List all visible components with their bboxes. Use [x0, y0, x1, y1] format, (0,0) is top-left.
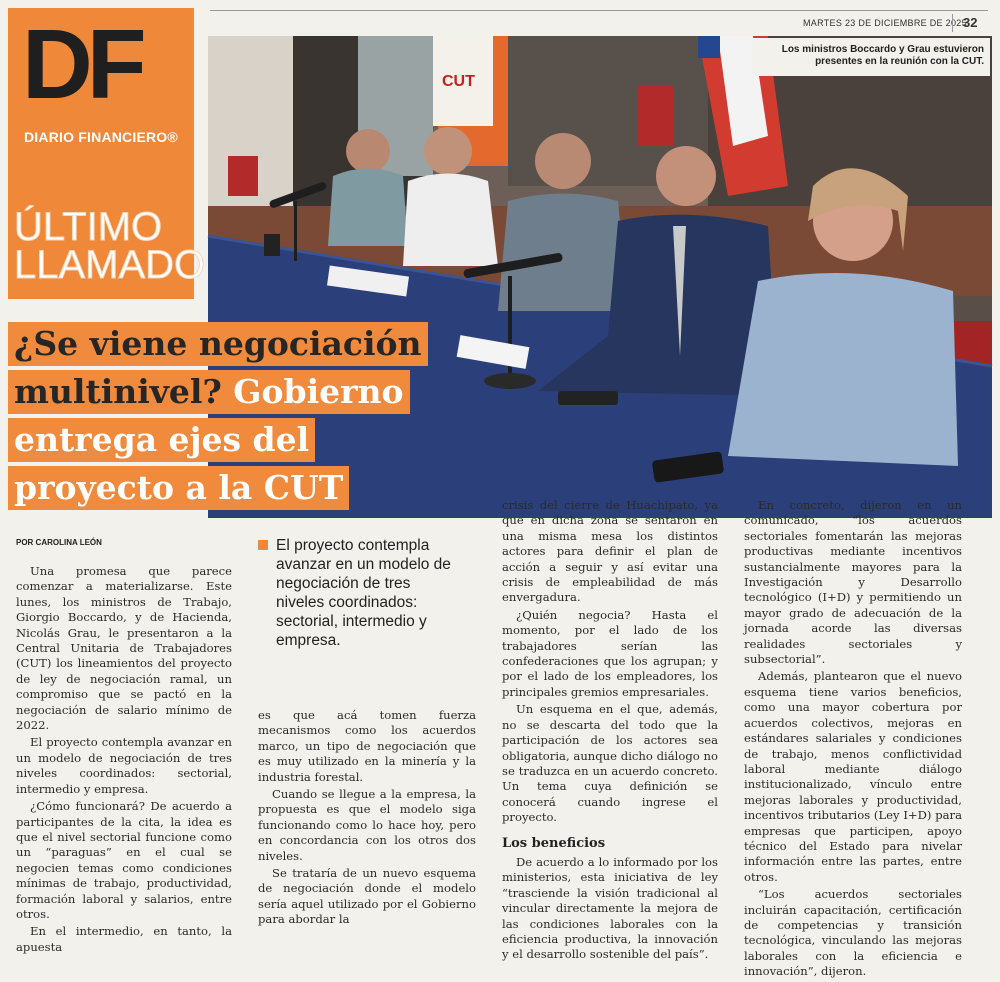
- cut-banner-text: CUT: [442, 73, 475, 90]
- pull-quote: [258, 536, 458, 650]
- issue-date: MARTES 23 DE DICIEMBRE DE 2025: [803, 18, 967, 28]
- paragraph: Además, plantearon que el nuevo esquema tiene varios beneficios, como una mayor cobertura por acuerdos colectivos, mejoras en estándares salariales y condiciones de trabajo, menos conflictividad laboral mediante diálogo institucionalizado, vínculo entre mejoras laborales y productividad, incentivos tributarios (Ley I+D) para empresas que participen, apoyo técnico del Estado para nivelar información entre las partes, entre otros.: [744, 669, 962, 884]
- photo-caption: [752, 38, 990, 76]
- byline: POR CAROLINA LEÓN: [16, 538, 102, 547]
- logo-initials: DF: [22, 9, 141, 119]
- paragraph: Un esquema en el que, además, no se descarta del todo que la participación de los actores sea obligatoria, aunque dicho diálogo no se traduzca en un acuerdo concreto. Un tema cuya definición se conocerá cuando ingrese el proyecto.: [502, 702, 718, 825]
- headline-line3: entrega ejes del: [8, 418, 315, 462]
- article-column-1: [16, 564, 232, 957]
- paragraph: El proyecto contempla avanzar en un modelo de negociación de tres niveles coordinados: sectorial, intermedio y empresa.: [16, 735, 232, 796]
- article-column-3: [502, 498, 718, 965]
- df-logo: [8, 8, 206, 299]
- pull-quote-text: El proyecto contempla avanzar en un modelo de negociación de tres niveles coordinados: sectorial, intermedio y empresa.: [276, 537, 451, 649]
- photo-caption-line1: Los ministros Boccardo y Grau estuvieron: [781, 44, 984, 55]
- headline-line4: proyecto a la CUT: [8, 466, 349, 510]
- section-title: [14, 205, 206, 287]
- paragraph: Se trataría de un nuevo esquema de negociación donde el modelo sería aquel utilizado por el Gobierno para abordar la: [258, 866, 476, 927]
- paragraph: ¿Cómo funcionará? De acuerdo a participantes de la cita, la idea es que el nivel sectorial funcione como un “paraguas” en el cual se negocien temas como condiciones mínimas de trabajo, productividad, formación laboral y salarios, entre otros.: [16, 799, 232, 921]
- headline-line1: ¿Se viene negociación: [8, 322, 428, 366]
- paragraph: En el intermedio, en tanto, la apuesta: [16, 924, 232, 954]
- header-rule: [210, 10, 988, 11]
- paragraph: ¿Quién negocia? Hasta el momento, por el lado de los trabajadores serían las confederaciones que los agrupan; y por el lado de los empleadores, los principales gremios empresariales.: [502, 607, 718, 699]
- photo-caption-line2: presentes en la reunión con la CUT.: [815, 56, 984, 67]
- paragraph: crisis del cierre de Huachipato, ya que en dicha zona se sentaron en una misma mesa los distintos actores para definir el plan de acción a seguir y así evitar una crisis de empleabilidad de más envergadura.: [502, 498, 718, 605]
- section-title-line2: LLAMADO: [14, 243, 206, 287]
- paragraph: Cuando se llegue a la empresa, la propuesta es que el modelo siga funcionando como lo hace hoy, pero en concordancia con los otros dos niveles.: [258, 787, 476, 863]
- paragraph: es que acá tomen fuerza mecanismos como los acuerdos marco, un tipo de negociación que es muy utilizado en la minería y la industria forestal.: [258, 708, 476, 784]
- headline-line2-dark: multinivel?: [14, 372, 222, 411]
- article-column-2: [258, 708, 476, 930]
- paragraph: De acuerdo a lo informado por los ministerios, esta iniciativa de ley “trasciende la visión tradicional al vincular directamente la mejora de las condiciones laborales con la eficiencia productiva, la innovación y el desarrollo sostenible del país”.: [502, 854, 718, 962]
- page-number: 32: [952, 14, 977, 32]
- paragraph: Una promesa que parece comenzar a materializarse. Este lunes, los ministros de Trabajo, Giorgio Boccardo, y de Hacienda, Nicolás Grau, le presentaron a la Central Unitaria de Trabajadores (CUT) los lineamientos del proyecto de ley de negociación ramal, un compromiso que se pactó en la negociación de salario mínimo de 2022.: [16, 564, 232, 733]
- headline: [8, 322, 488, 514]
- paragraph: “Los acuerdos sectoriales incluirán capacitación, certificación de competencias y transición tecnológica, vinculando las mejoras laborales con la eficiencia e innovación”, dijeron.: [744, 887, 962, 979]
- headline-line2-light: Gobierno: [233, 372, 404, 411]
- article-column-4: [744, 498, 962, 982]
- paragraph: En concreto, dijeron en un comunicado, “los acuerdos sectoriales fomentarán las mejoras productivas mediante incentivos sustancialmente mayores para la Investigación y Desarrollo tecnológico (I+D) y permitiendo un mayor grado de adecuación de la jornada acorde las diversas realidades sectoriales y subsectorial”.: [744, 498, 962, 667]
- logo-name: DIARIO FINANCIERO®: [24, 129, 178, 145]
- subheading: Los beneficios: [502, 835, 606, 851]
- square-bullet-icon: [258, 540, 268, 550]
- section-title-line1: ÚLTIMO: [14, 205, 163, 249]
